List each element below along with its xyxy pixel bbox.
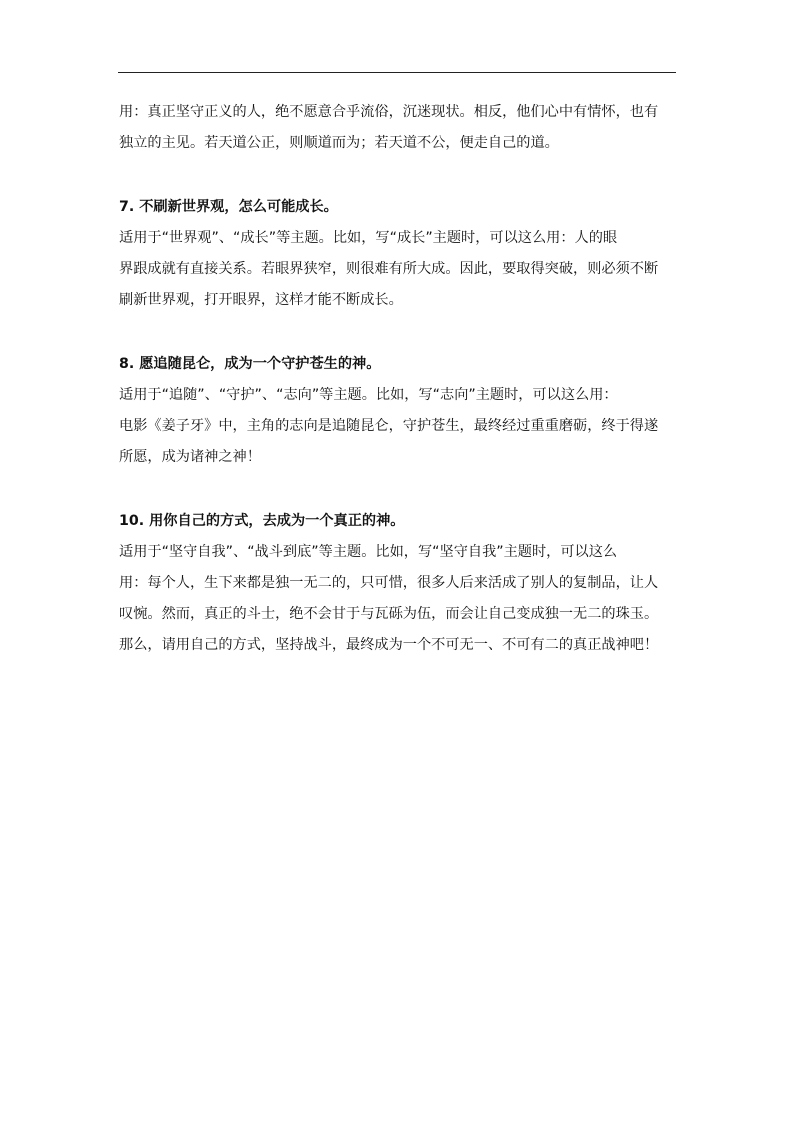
paragraph-line: 用：每个人，生下来都是独一无二的，只可惜，很多人后来活成了别人的复制品，让人 — [119, 575, 659, 591]
paragraph-line: 适用于“坚守自我”、“战斗到底”等主题。比如，写“坚守自我”主题时，可以这么 — [119, 544, 618, 560]
paragraph-line: 用：真正坚守正义的人，绝不愿意合乎流俗，沉迷现状。相反，他们心中有情怀，也有 — [119, 104, 659, 120]
paragraph-line: 界跟成就有直接关系。若眼界狭窄，则很难有所大成。因此，要取得突破，则必须不断 — [119, 261, 659, 277]
paragraph-line: 电影《姜子牙》中，主角的志向是追随昆仑，守护苍生，最终经过重重磨砺，终于得遂 — [119, 418, 659, 434]
document-body — [119, 97, 679, 661]
section-8 — [119, 349, 679, 473]
section-gap — [119, 473, 679, 506]
section-heading: 10. 用你自己的方式，去成为一个真正的神。 — [119, 513, 405, 529]
intro-paragraph — [119, 97, 679, 159]
paragraph-line: 独立的主见。若天道公正，则顺道而为；若天道不公，便走自己的道。 — [119, 135, 559, 151]
section-heading: 8. 愿追随昆仑，成为一个守护苍生的神。 — [119, 356, 381, 372]
section-10 — [119, 506, 679, 661]
paragraph-line: 叹惋。然而，真正的斗士，绝不会甘于与瓦砾为伍，而会让自己变成独一无二的珠玉。 — [119, 606, 659, 622]
header-rule — [118, 72, 676, 73]
section-gap — [119, 316, 679, 349]
section-7 — [119, 192, 679, 316]
section-gap — [119, 159, 679, 192]
section-heading: 7. 不刷新世界观，怎么可能成长。 — [119, 199, 338, 215]
paragraph-line: 所愿，成为诸神之神！ — [119, 449, 261, 465]
paragraph-line: 适用于“世界观”、“成长”等主题。比如，写“成长”主题时，可以这么用：人的眼 — [119, 230, 618, 246]
paragraph-line: 刷新世界观，打开眼界，这样才能不断成长。 — [119, 292, 403, 308]
paragraph-line: 那么，请用自己的方式，坚持战斗，最终成为一个不可无一、不可有二的真正战神吧！ — [119, 637, 659, 653]
paragraph-line: 适用于“追随”、“守护”、“志向”等主题。比如，写“志向”主题时，可以这么用： — [119, 387, 618, 403]
